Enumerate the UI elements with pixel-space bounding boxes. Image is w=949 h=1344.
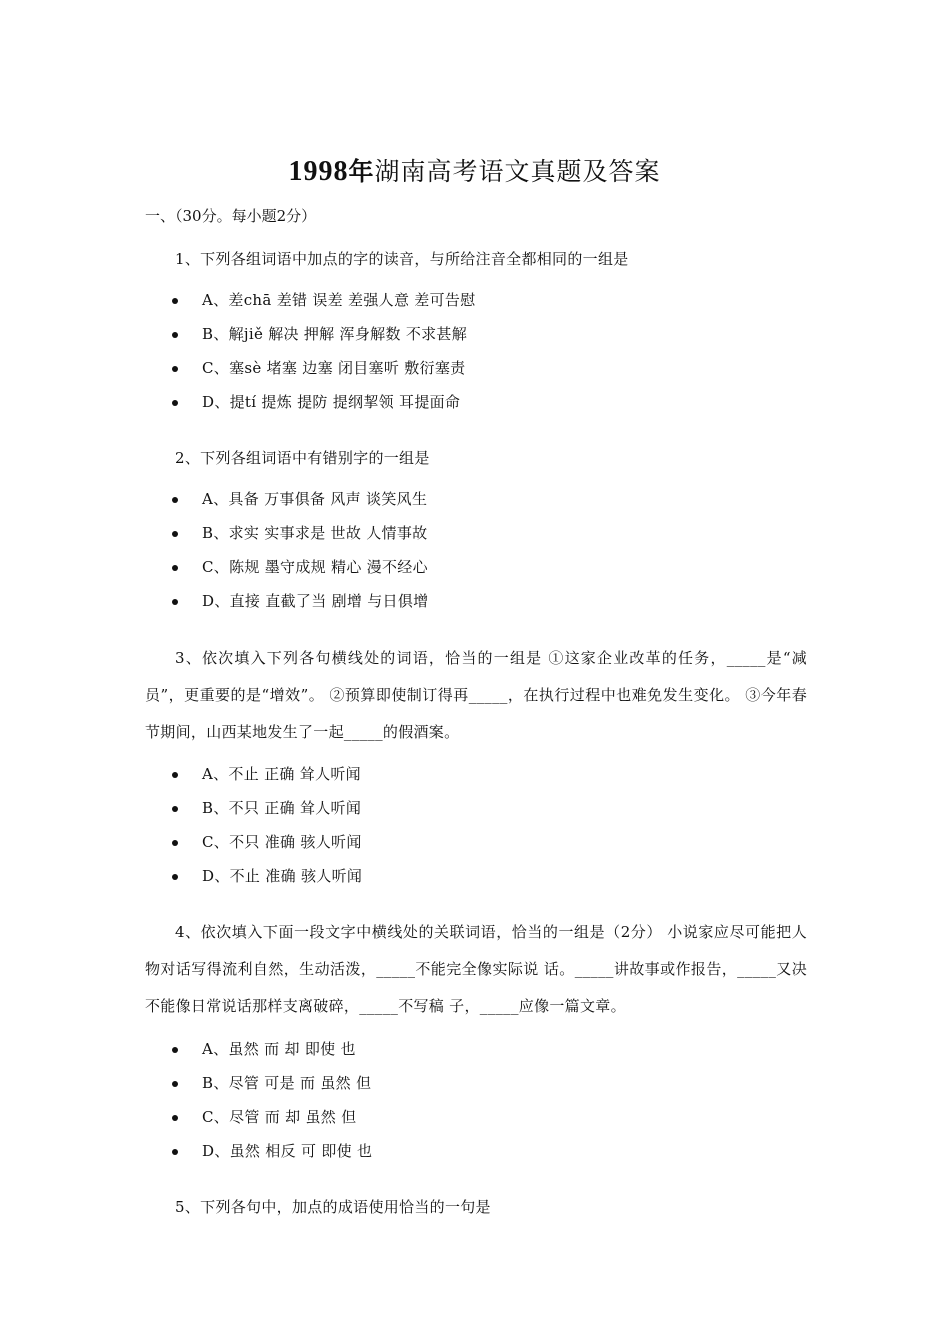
bullet-icon bbox=[172, 840, 178, 846]
option-text: C、陈规 墨守成规 精心 漫不经心 bbox=[202, 558, 428, 576]
option-text: C、塞sè 堵塞 边塞 闭目塞听 敷衍塞责 bbox=[202, 359, 466, 377]
bullet-icon bbox=[172, 298, 178, 304]
bullet-icon bbox=[172, 1081, 178, 1087]
option-item bbox=[172, 859, 362, 893]
option-text: B、求实 实事求是 世故 人情事故 bbox=[202, 524, 428, 542]
option-text: B、不只 正确 耸人听闻 bbox=[202, 799, 362, 817]
option-text: D、虽然 相反 可 即使 也 bbox=[202, 1142, 373, 1160]
option-text: C、尽管 而 却 虽然 但 bbox=[202, 1108, 357, 1126]
option-item bbox=[172, 385, 476, 419]
option-item bbox=[172, 825, 362, 859]
option-item bbox=[172, 1100, 372, 1134]
option-item bbox=[172, 482, 428, 516]
option-text: A、具备 万事俱备 风声 谈笑风生 bbox=[202, 490, 428, 508]
option-text: C、不只 准确 骇人听闻 bbox=[202, 833, 362, 851]
question-4-options bbox=[172, 1032, 372, 1168]
question-2-stem: 2、下列各组词语中有错别字的一组是 bbox=[175, 449, 430, 467]
question-3-stem: 3、依次填入下列各句横线处的词语，恰当的一组是 ①这家企业改革的任务，_____是“减员”，更重要的是“增效”。 ②预算即使制订得再_____，在执行过程中也难免发生变化。 ③今年春节期间，山西某地发生了一起_____的假酒案。 bbox=[145, 649, 807, 741]
option-item bbox=[172, 516, 428, 550]
bullet-icon bbox=[172, 1115, 178, 1121]
bullet-icon bbox=[172, 332, 178, 338]
option-item bbox=[172, 283, 476, 317]
option-text: D、不止 准确 骇人听闻 bbox=[202, 867, 363, 885]
option-item bbox=[172, 791, 362, 825]
bullet-icon bbox=[172, 1149, 178, 1155]
option-text: B、解jiě 解决 押解 浑身解数 不求甚解 bbox=[202, 325, 468, 343]
option-item bbox=[172, 584, 428, 618]
bullet-icon bbox=[172, 497, 178, 503]
bullet-icon bbox=[172, 565, 178, 571]
title-nian: 年 bbox=[348, 157, 375, 186]
option-item bbox=[172, 1032, 372, 1066]
section-heading: 一、（30分。每小题2分） bbox=[145, 207, 317, 225]
option-item bbox=[172, 317, 476, 351]
bullet-icon bbox=[172, 366, 178, 372]
option-text: D、直接 直截了当 剧增 与日俱增 bbox=[202, 592, 429, 610]
bullet-icon bbox=[172, 874, 178, 880]
option-item bbox=[172, 351, 476, 385]
option-text: A、不止 正确 耸人听闻 bbox=[202, 765, 361, 783]
question-2-options bbox=[172, 482, 428, 618]
bullet-icon bbox=[172, 772, 178, 778]
option-item bbox=[172, 1066, 372, 1100]
bullet-icon bbox=[172, 806, 178, 812]
bullet-icon bbox=[172, 400, 178, 406]
title-year: 1998 bbox=[288, 156, 349, 187]
option-text: D、提tí 提炼 提防 提纲挈领 耳提面命 bbox=[202, 393, 461, 411]
question-1-stem: 1、下列各组词语中加点的字的读音，与所给注音全都相同的一组是 bbox=[175, 250, 629, 268]
question-5-stem: 5、下列各句中，加点的成语使用恰当的一句是 bbox=[175, 1198, 491, 1216]
bullet-icon bbox=[172, 1047, 178, 1053]
title-text: 湖南高考语文真题及答案 bbox=[374, 157, 661, 186]
bullet-icon bbox=[172, 531, 178, 537]
option-text: B、尽管 可是 而 虽然 但 bbox=[202, 1074, 372, 1092]
option-text: A、虽然 而 却 即使 也 bbox=[202, 1040, 356, 1058]
question-1-options bbox=[172, 283, 476, 419]
option-item bbox=[172, 1134, 372, 1168]
page-title bbox=[0, 154, 949, 190]
question-4-stem: 4、依次填入下面一段文字中横线处的关联词语，恰当的一组是（2分） 小说家应尽可能把人物对话写得流利自然，生动活泼，_____不能完全像实际说 话。_____讲故事或作报告，_____又决不能像日常说话那样支离破碎，_____不写稿 子，_____应像一篇文章。 bbox=[145, 923, 807, 1015]
bullet-icon bbox=[172, 599, 178, 605]
option-item bbox=[172, 550, 428, 584]
question-3-options bbox=[172, 757, 362, 893]
option-item bbox=[172, 757, 362, 791]
option-text: A、差chā 差错 误差 差强人意 差可告慰 bbox=[202, 291, 476, 309]
